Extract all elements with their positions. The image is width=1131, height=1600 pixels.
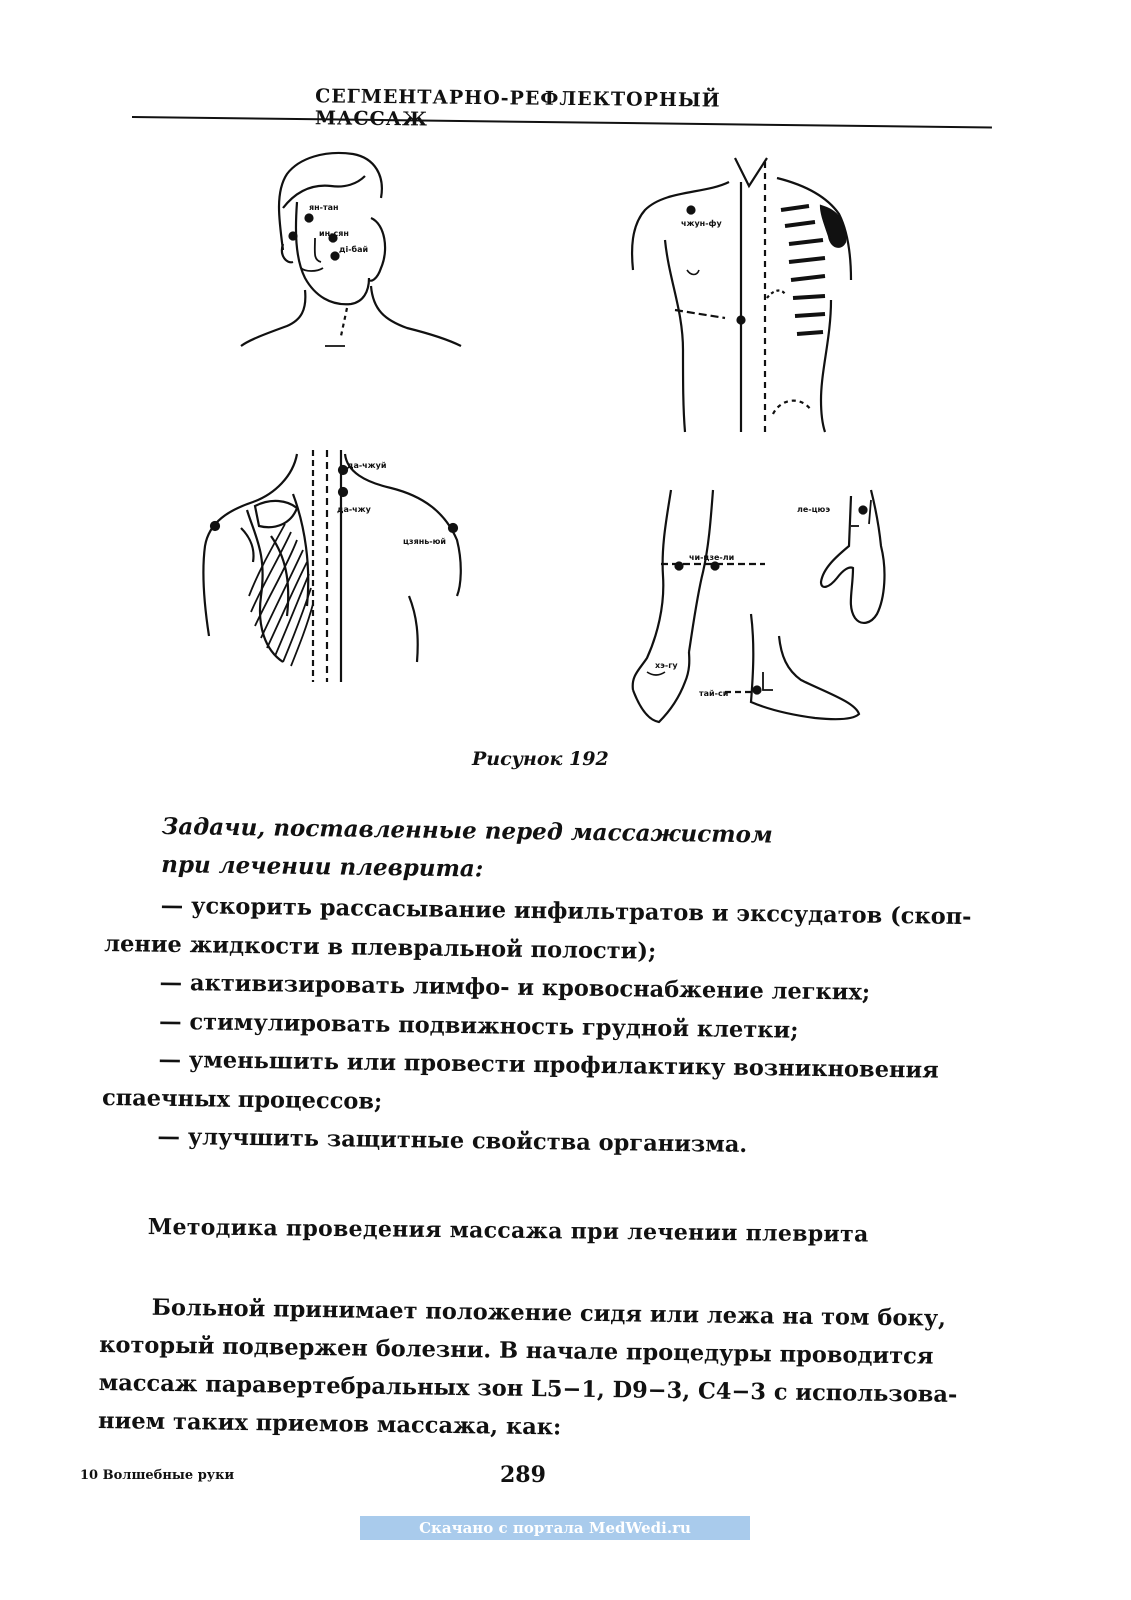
point-label-head-cheek: дi-бай: [339, 245, 369, 254]
paragraph-line: Больной принимает положение сидя или лежа на том боку,: [151, 1294, 947, 1332]
task-item: — активизировать лимфо- и кровоснабжение легких;: [159, 969, 871, 1006]
tasks-list: [101, 886, 975, 1168]
point-label-torso-chest: чжун-фу: [681, 219, 722, 228]
figure-torso: [625, 150, 865, 435]
download-watermark[interactable]: Скачано с портала MedWedi.ru: [360, 1516, 750, 1540]
paragraph-line: массаж паравертебральных зон L5−1, D9−3, C4−3 с использова-: [98, 1369, 958, 1408]
figure-back: [195, 446, 475, 686]
point-label-arm-wrist: хэ-гу: [655, 661, 678, 670]
task-item: — стимулировать подвижность грудной клетки;: [158, 1008, 799, 1044]
point-label-hand: ле-цюэ: [797, 505, 831, 514]
task-item: — уменьшить или провести профилактику возникновения: [158, 1046, 939, 1084]
tasks-heading-line-1: Задачи, поставленные перед массажистом: [161, 812, 773, 849]
task-item: ление жидкости в плевральной полости);: [104, 930, 657, 965]
footer-signature: 10 Волшебные руки: [80, 1468, 235, 1483]
tasks-heading: [161, 808, 802, 893]
figure-limbs: [625, 486, 895, 736]
running-title: СЕГМЕНТАРНО-РЕФЛЕКТОРНЫЙ МАССАЖ: [314, 85, 721, 131]
paragraph-line: который подвержен болезни. В начале процедуры проводится: [99, 1331, 934, 1370]
point-label-back-top: да-чжуй: [347, 461, 387, 470]
point-label-foot: тай-си: [699, 689, 729, 698]
section-paragraph: [98, 1288, 970, 1452]
tasks-heading-line-2: при лечении плеврита:: [161, 850, 484, 883]
task-item: — улучшить защитные свойства организма.: [157, 1123, 748, 1158]
figure-caption: Рисунок 192: [472, 748, 609, 770]
task-item: спаечных процессов;: [101, 1084, 383, 1115]
paragraph-line: нием таких приемов массажа, как:: [97, 1407, 562, 1441]
page-number: 289: [500, 1462, 546, 1488]
point-label-head-top: ян-тан: [309, 203, 339, 212]
point-label-back-shoulder: цзянь-юй: [403, 537, 447, 546]
point-label-back-mid: да-чжу: [337, 505, 371, 514]
point-label-head-nose: ин-сян: [319, 229, 349, 238]
task-item: — ускорить рассасывание инфильтратов и экссудатов (скоп-: [160, 892, 972, 931]
section-title: Методика проведения массажа при лечении плеврита: [147, 1214, 869, 1248]
figure-head: [235, 140, 465, 355]
point-label-arm-elbow: чи-цзе-ли: [689, 553, 735, 562]
